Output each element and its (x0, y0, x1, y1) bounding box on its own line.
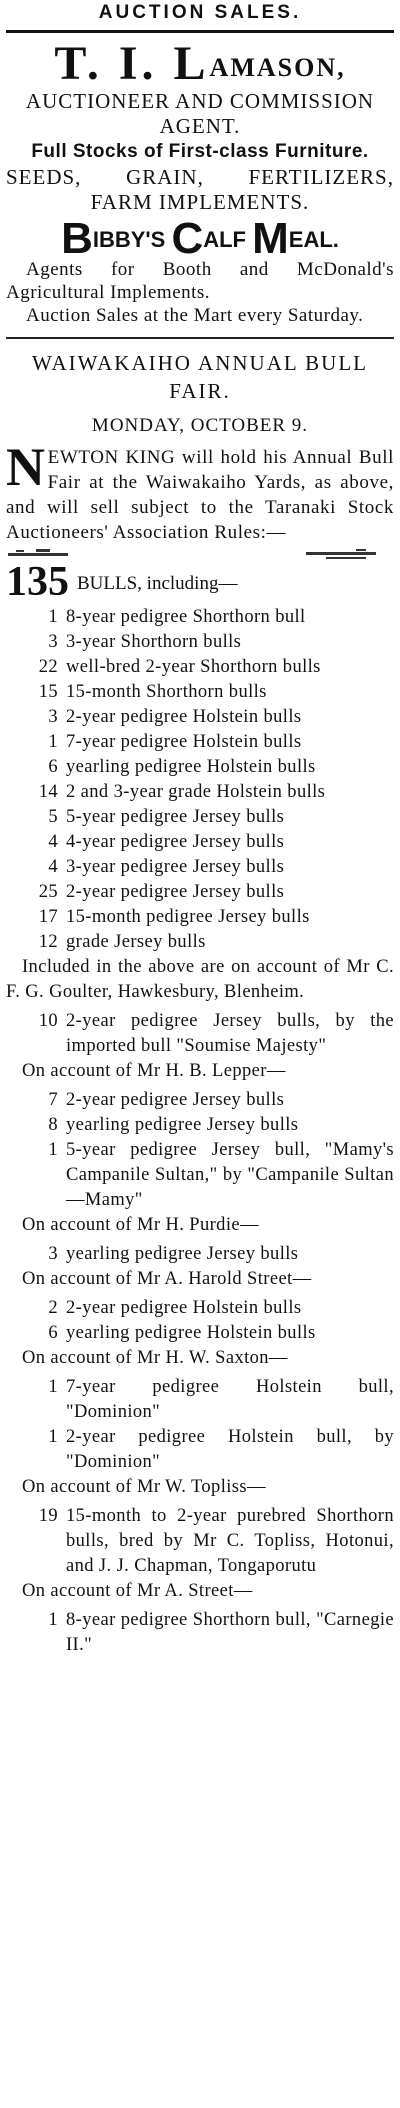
item-quantity: 6 (48, 757, 58, 777)
item-quantity: 6 (48, 1323, 58, 1343)
item-quantity: 3 (48, 707, 58, 727)
role-line: AGENT. (159, 114, 241, 138)
item-description: 5-year pedigree Jersey bull, "Mamy's Campanile Sultan," by "Campanile Sultan—Mamy" (66, 1140, 394, 1210)
bull-fair-notice (6, 349, 394, 1658)
item-description: 15-month Shorthorn bulls (66, 682, 267, 702)
goods-line: FARM IMPLEMENTS. (90, 190, 310, 214)
item-quantity: 12 (38, 932, 58, 952)
list-item (6, 755, 394, 780)
item-quantity: 7 (48, 1090, 58, 1110)
item-quantity: 10 (38, 1011, 58, 1031)
list-item (6, 630, 394, 655)
stocks-line: Full Stocks of First-class Furniture. (31, 141, 369, 162)
mart-text: Auction Sales at the Mart every Saturday. (26, 305, 364, 326)
item-description: yearling pedigree Holstein bulls (66, 757, 316, 777)
account-heading: On account of Mr A. Street— (22, 1581, 253, 1601)
item-quantity: 1 (48, 732, 58, 752)
notice-intro: NEWTON KING will hold his Annual Bull Fair at the Waiwakaiho Yards, as above, and will sell subject to the Taranaki Stock Auctioneers' Association Rules:— (6, 437, 394, 543)
list-item (6, 730, 394, 755)
bull-list (6, 605, 394, 955)
item-description: 8-year pedigree Shorthorn bull (66, 607, 306, 627)
item-quantity: 19 (38, 1506, 58, 1526)
purdie-list (6, 1242, 394, 1267)
item-description: 5-year pedigree Jersey bulls (66, 807, 285, 827)
account-heading: On account of Mr A. Harold Street— (22, 1269, 312, 1289)
role-line: AUCTIONEER AND COMMISSION (25, 89, 375, 113)
item-description: grade Jersey bulls (66, 932, 206, 952)
item-description: 3-year pedigree Jersey bulls (66, 857, 285, 877)
item-quantity: 4 (48, 832, 58, 852)
list-item (6, 780, 394, 805)
item-quantity: 1 (48, 1140, 58, 1160)
account-heading: On account of Mr H. W. Saxton— (22, 1348, 288, 1368)
list-item (6, 855, 394, 880)
included-note: Included in the above are on account of Mr C. F. G. Goulter, Hawkesbury, Blenheim. (6, 957, 394, 1002)
saxton-list (6, 1375, 394, 1475)
goulter-list (6, 1009, 394, 1059)
item-description: 2-year pedigree Holstein bulls (66, 707, 302, 727)
advertiser-name: T. I. $L^{AMASON,}$ (54, 37, 346, 90)
list-item (6, 680, 394, 705)
item-description: 2-year pedigree Jersey bulls, by the imported bull "Soumise Majesty" (66, 1011, 394, 1056)
item-description: 7-year pedigree Holstein bulls (66, 732, 302, 752)
list-item (6, 1113, 394, 1138)
item-quantity: 3 (48, 1244, 58, 1264)
notice-date: MONDAY, OCTOBER 9. (91, 415, 309, 436)
list-item (6, 1088, 394, 1113)
topliss-list (6, 1504, 394, 1579)
item-quantity: 17 (38, 907, 58, 927)
item-description: 2-year pedigree Jersey bulls (66, 882, 285, 902)
item-quantity: 22 (38, 657, 58, 677)
item-description: 4-year pedigree Jersey bulls (66, 832, 285, 852)
item-description: 2-year pedigree Jersey bulls (66, 1090, 285, 1110)
item-quantity: 4 (48, 857, 58, 877)
item-quantity: 2 (48, 1298, 58, 1318)
item-description: yearling pedigree Holstein bulls (66, 1323, 316, 1343)
bull-total: 135 BULLS, including— (6, 559, 238, 605)
item-description: 15-month pedigree Jersey bulls (66, 907, 310, 927)
item-quantity: 1 (48, 1377, 58, 1397)
product-name: BIBBY'S CALF MEAL. (61, 214, 339, 263)
divider (6, 30, 394, 33)
item-quantity: 5 (48, 807, 58, 827)
list-item (6, 880, 394, 905)
list-item (6, 930, 394, 955)
account-heading: On account of Mr W. Topliss— (22, 1477, 266, 1497)
list-item (6, 1242, 394, 1267)
item-quantity: 1 (48, 607, 58, 627)
list-item (6, 1375, 394, 1425)
list-item (6, 1009, 394, 1059)
item-description: 7-year pedigree Holstein bull, "Dominion" (66, 1377, 394, 1422)
list-item (6, 905, 394, 930)
section-heading: AUCTION SALES. (98, 2, 302, 23)
item-description: 3-year Shorthorn bulls (66, 632, 242, 652)
agents-text: Agents for Booth and McDonald's Agricultural Implements. (6, 259, 394, 303)
item-description: 2 and 3-year grade Holstein bulls (66, 782, 326, 802)
item-quantity: 25 (38, 882, 58, 902)
item-description: 2-year pedigree Holstein bulls (66, 1298, 302, 1318)
lepper-list (6, 1088, 394, 1213)
notice-title: WAIWAKAIHO ANNUAL BULL FAIR. (31, 351, 368, 403)
account-heading: On account of Mr H. B. Lepper— (22, 1061, 286, 1081)
item-description: 2-year pedigree Holstein bull, by "Dominion" (66, 1427, 394, 1472)
list-item (6, 1138, 394, 1213)
list-item (6, 1425, 394, 1475)
item-quantity: 15 (38, 682, 58, 702)
divider (6, 337, 394, 339)
street-a-list (6, 1608, 394, 1658)
newspaper-column (0, 2, 400, 2108)
item-description: well-bred 2-year Shorthorn bulls (66, 657, 321, 677)
lamason-advertisement (6, 39, 394, 327)
list-item (6, 1321, 394, 1346)
item-description: yearling pedigree Jersey bulls (66, 1115, 299, 1135)
item-quantity: 1 (48, 1610, 58, 1630)
goods-line: SEEDS, GRAIN, FERTILIZERS, (6, 165, 394, 189)
item-quantity: 14 (38, 782, 58, 802)
list-item (6, 1504, 394, 1579)
list-item (6, 655, 394, 680)
drop-cap: N (6, 437, 46, 497)
item-quantity: 1 (48, 1427, 58, 1447)
list-item (6, 830, 394, 855)
list-item (6, 705, 394, 730)
item-description: 8-year pedigree Shorthorn bull, "Carnegie II." (66, 1610, 394, 1655)
list-item (6, 805, 394, 830)
item-quantity: 3 (48, 632, 58, 652)
list-item (6, 1608, 394, 1658)
list-item (6, 605, 394, 630)
account-heading: On account of Mr H. Purdie— (22, 1215, 259, 1235)
list-item (6, 1296, 394, 1321)
street-h-list (6, 1296, 394, 1346)
item-quantity: 8 (48, 1115, 58, 1135)
item-description: yearling pedigree Jersey bulls (66, 1244, 299, 1264)
item-description: 15-month to 2-year purebred Shorthorn bulls, bred by Mr C. Topliss, Hotonui, and J. J. Chapman, Tongaporutu (66, 1506, 394, 1576)
